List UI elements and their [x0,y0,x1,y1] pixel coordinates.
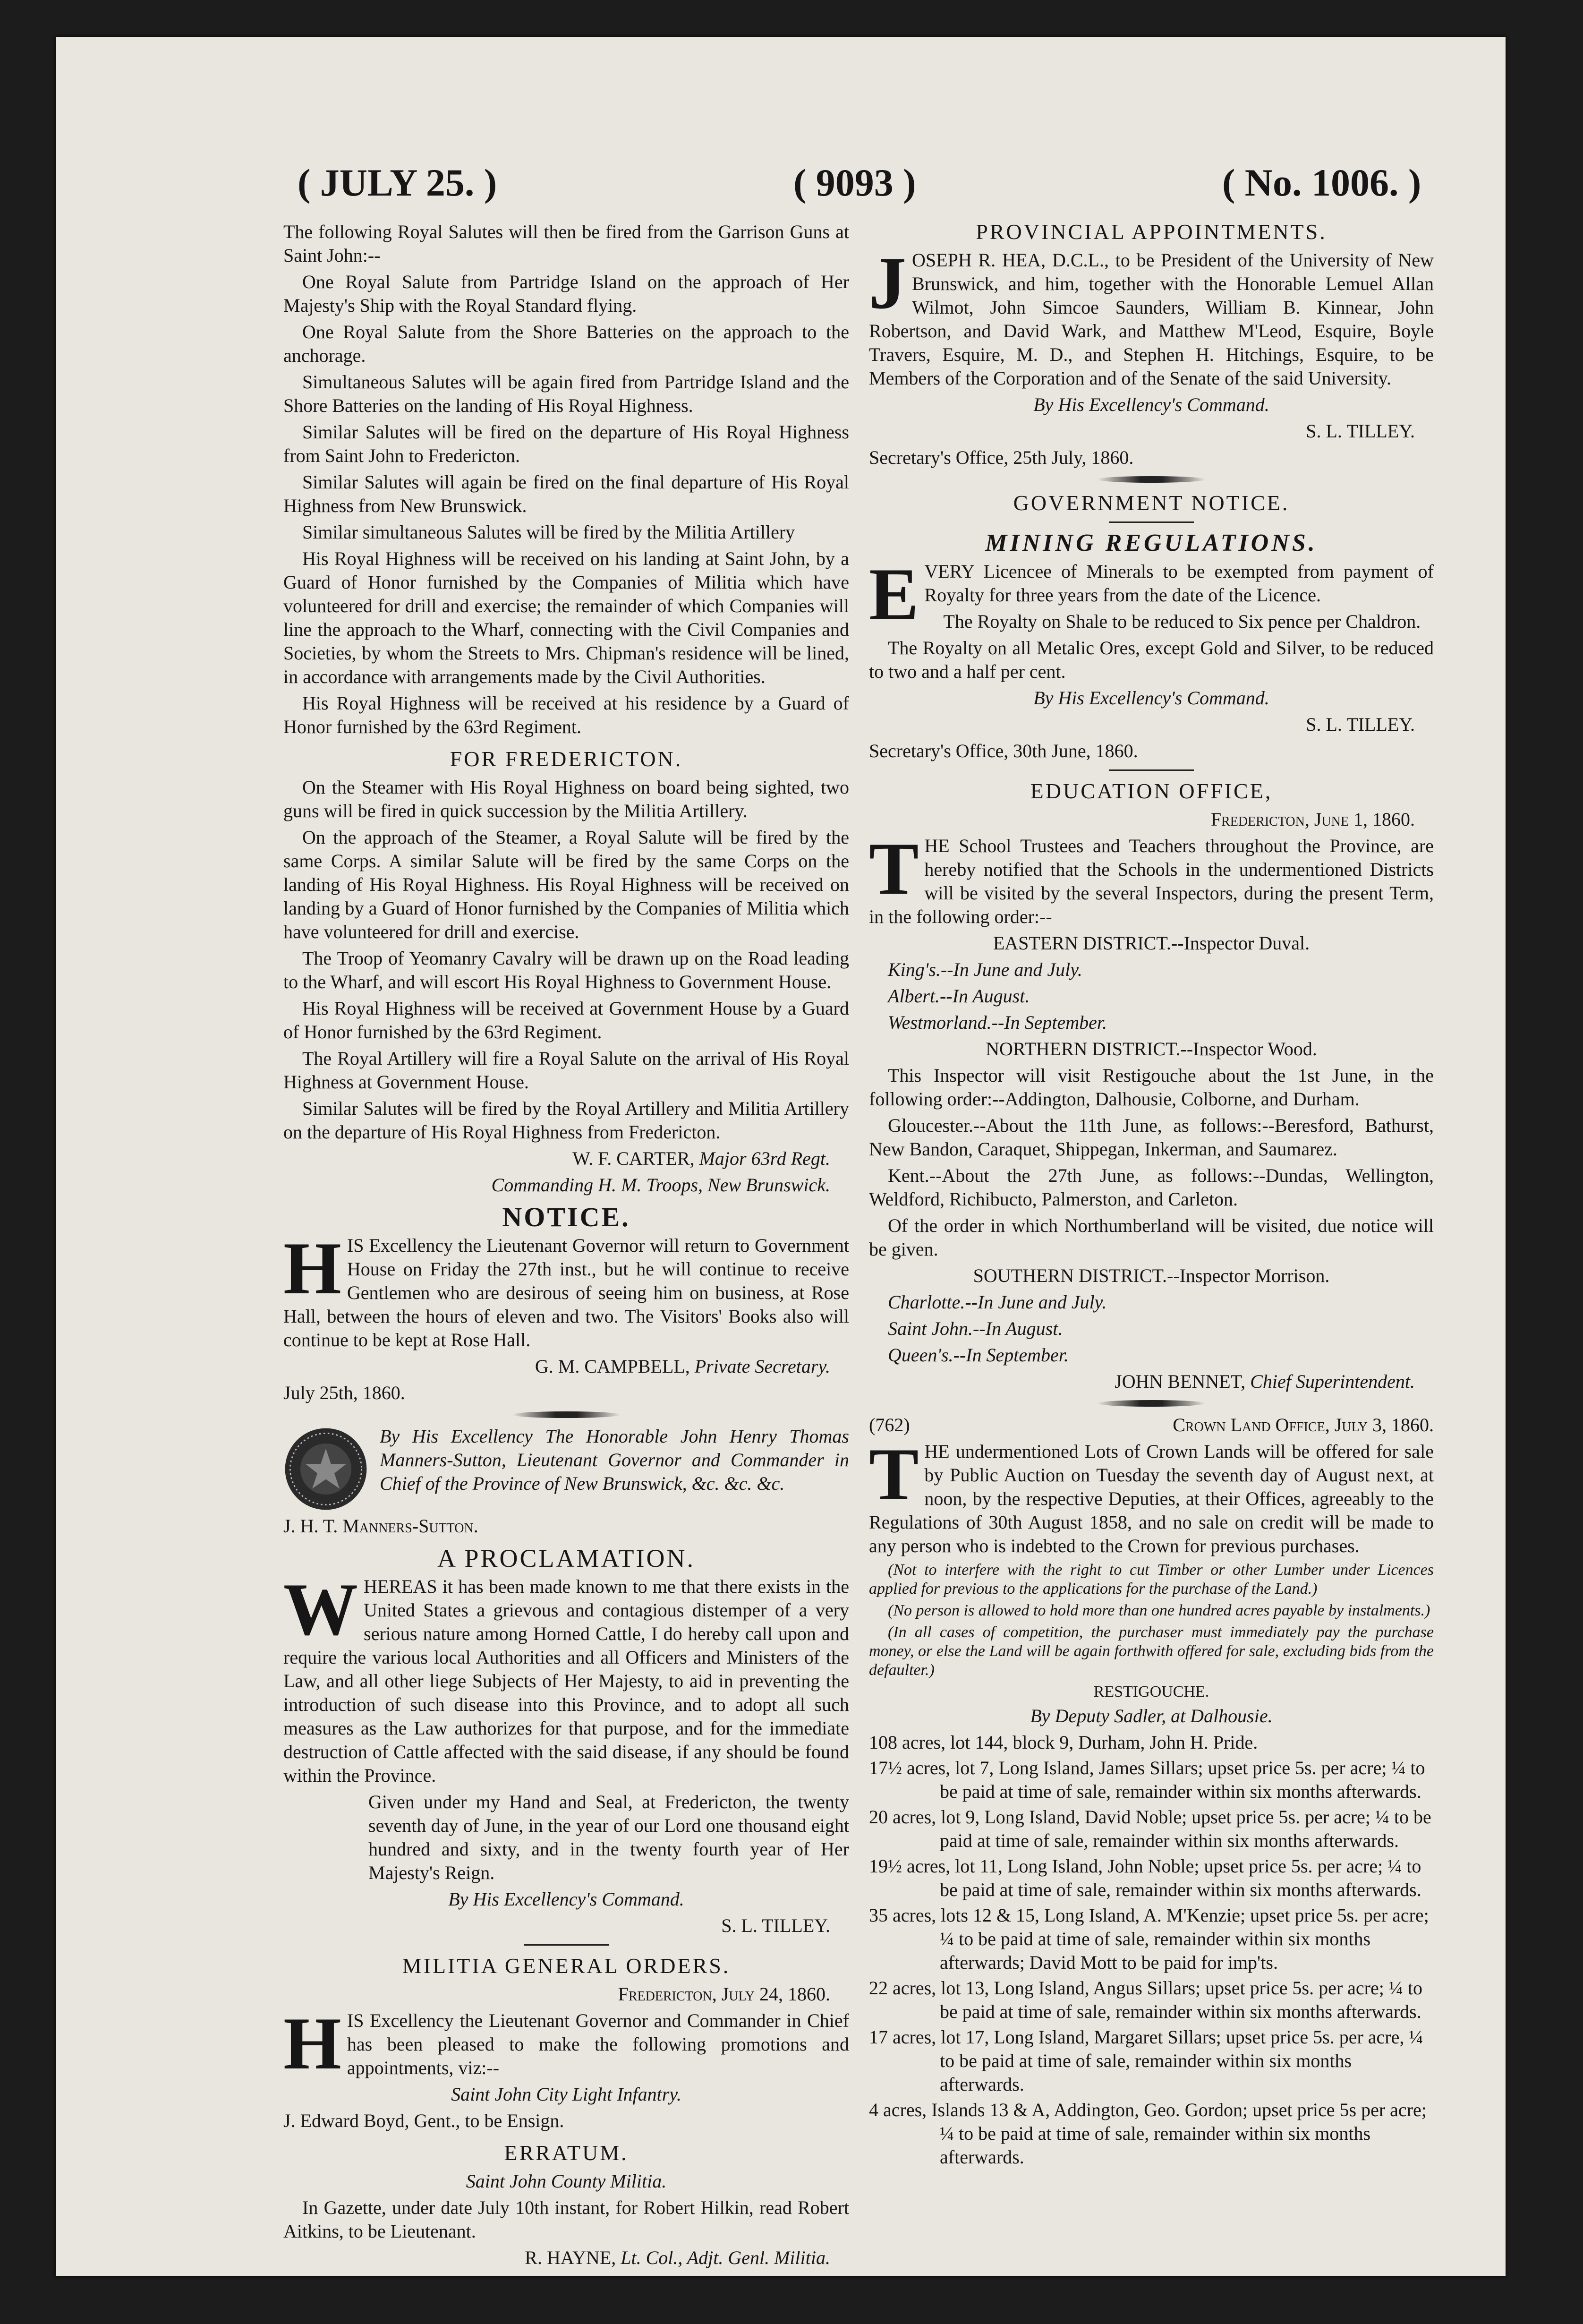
land-lot: 4 acres, Islands 13 & A, Addington, Geo. Gordon; upset price 5s per acre; ¼ to be paid at time of sale, remainder within six months afterwards. [869,2099,1427,2168]
right-column [869,220,1434,2171]
eastern-item: Westmorland.--In September. [888,1012,1107,1033]
hayne-title: Lt. Col., Adjt. Genl. Militia. [621,2247,830,2268]
eastern-district-heading: EASTERN DISTRICT.--Inspector Duval. [993,932,1310,954]
fredericton-paragraph: On the approach of the Steamer, a Royal Salute will be fired by the same Corps. A similar Salute will be fired by the same Corps on the landing of His Royal Highness. His Royal Highness will be received on landing by a Guard of Honor furnished by the Companies of Militia which have volunteered for drill and exercise. [283,827,849,942]
notice-text: IS Excellency the Lieutenant Governor will return to Government House on Friday the 27th inst., but he will continue to receive Gentlemen who are desirous of seeing him on business, at Rose Hall, between the hours of eleven and two. The Visitors' Books also will continue to be kept at Rose Hall. [283,1235,849,1350]
eastern-item: King's.--In June and July. [888,959,1082,980]
bennet-title: Chief Superintendent. [1250,1371,1415,1392]
fredericton-paragraph: Similar Salutes will be fired by the Royal Artillery and Militia Artillery on the departure of His Royal Highness from Fredericton. [283,1098,849,1143]
northern-note: Of the order in which Northumberland will be visited, due notice will be given. [869,1215,1434,1260]
northern-intro: This Inspector will visit Restigouche about the 1st June, in the following order:--Addington, Dalhousie, Colborne, and Durham. [869,1065,1434,1110]
drop-cap-h: H [283,2002,341,2085]
campbell-name: G. M. CAMPBELL, [535,1356,690,1377]
carter-rank: Major 63rd Regt. [699,1148,830,1169]
education-text: HE School Trustees and Teachers throughout the Province, are hereby notified that the Schools in the undermentioned Districts will be visited by the several Inspectors, during the present Term, in the following order:-- [869,835,1434,927]
erratum-heading: ERRATUM. [504,2141,629,2165]
education-dateline: Fredericton, June 1, 1860. [1210,809,1415,830]
header-issue-number: ( No. 1006. ) [1222,161,1421,204]
proclamation-signer: J. H. T. Manners-Sutton. [283,1515,478,1537]
crown-land-dateline [869,1413,1434,1437]
carter-command: Commanding H. M. Troops, New Brunswick. [491,1174,830,1196]
crown-land-text: HE undermentioned Lots of Crown Lands will be offered for sale by Public Auction on Tuesday the seventh day of August next, at noon, by the respective Deputies, at their Offices, agreeably to the Regulations of 30th August 1858, and no sale on credit will be made to any person who is indebted to the Crown for previous purchases. [869,1441,1434,1556]
mining-text: VERY Licencee of Minerals to be exempted from payment of Royalty for three years from the date of the Licence. [924,561,1434,606]
drop-cap-w: W [283,1568,358,1651]
notice-signature [283,1355,830,1378]
militia-dateline: Fredericton, July 24, 1860. [618,1983,830,2005]
southern-district-heading: SOUTHERN DISTRICT.--Inspector Morrison. [973,1265,1330,1286]
proclamation-signature: S. L. TILLEY. [721,1915,830,1936]
northern-district-heading: NORTHERN DISTRICT.--Inspector Wood. [986,1038,1317,1059]
salute-paragraph: Similar simultaneous Salutes will be fired by the Militia Artillery [302,521,795,543]
crown-land-note: (In all cases of competition, the purchaser must immediately pay the purchase money, or else the Land will be again forthwith offered for sale, excluding bids from the defaulter.) [869,1623,1434,1679]
provincial-signature: S. L. TILLEY. [1306,420,1415,442]
northern-kent: Kent.--About the 27th June, as follows:--Dundas, Wellington, Weldford, Richibucto, Palmerston, and Carleton. [869,1165,1434,1210]
fredericton-paragraph: The Royal Artillery will fire a Royal Salute on the arrival of His Royal Highness at Government House. [283,1048,849,1093]
section-rule [524,1944,609,1946]
hayne-name: R. HAYNE, [525,2247,616,2268]
notice-heading: NOTICE. [502,1202,630,1232]
salute-paragraph: Simultaneous Salutes will be again fired from Partridge Island and the Shore Batteries on the landing of His Royal Highness. [283,371,849,416]
hayne-signature [283,2246,830,2270]
ornamental-rule [1097,476,1206,483]
fredericton-heading: FOR FREDERICTON. [450,747,683,771]
fredericton-paragraph: On the Steamer with His Royal Highness on board being sighted, two guns will be fired in quick succession by the Militia Artillery. [283,777,849,821]
mining-regulations-heading: MINING REGULATIONS. [985,530,1318,556]
land-lot: 22 acres, lot 13, Long Island, Angus Sillars; upset price 5s. per acre; ¼ to be paid at time of sale, remainder within six months afterwards. [869,1977,1422,2022]
provincial-command: By His Excellency's Command. [1033,394,1269,415]
proclamation-text: HEREAS it has been made known to me that there exists in the United States a grievous and contagious distemper of a very serious nature among Horned Cattle, I do hereby call upon and require the various local Authorities and all Officers and Ministers of the Law, and all other liege Subjects of Her Majesty, to aid in preventing the introduction of such disease into this Province, and to adopt all such measures as the Law authorizes for that purpose, and for the immediate destruction of Cattle affected with the said disease, if any should be found within the Province. [283,1576,849,1786]
crown-land-note: (No person is allowed to hold more than one hundred acres payable by instalments.) [888,1602,1430,1619]
land-lot: 17½ acres, lot 7, Long Island, James Sillars; upset price 5s. per acre; ¼ to be paid at time of sale, remainder within six months afterwards. [869,1757,1425,1802]
salute-paragraph: One Royal Salute from the Shore Batteries on the approach to the anchorage. [283,321,849,366]
campbell-title: Private Secretary. [694,1356,830,1377]
proclamation-command: By His Excellency's Command. [448,1888,684,1910]
proclamation-by-line: By His Excellency The Honorable John Henry Thomas Manners-Sutton, Lieutenant Governor and Commander in Chief of the Province of New Brunswick, &c. &c. &c. [380,1426,849,1494]
education-signature [869,1370,1415,1393]
mining-shale: The Royalty on Shale to be reduced to Six pence per Chaldron. [943,611,1421,632]
restigouche-heading: RESTIGOUCHE. [1093,1683,1209,1700]
salutes-intro: The following Royal Salutes will then be fired from the Garrison Guns at Saint John:-- [283,221,849,266]
government-notice-heading: GOVERNMENT NOTICE. [1013,491,1290,515]
land-lot: 35 acres, lots 12 & 15, Long Island, A. M'Kenzie; upset price 5s. per acre; ¼ to be paid at time of sale, remainder within six months afterwards; David Mott to be paid for imp'ts. [869,1905,1429,1973]
mining-signature: S. L. TILLEY. [1306,714,1415,735]
provincial-seal-icon [283,1427,368,1512]
fredericton-paragraph: His Royal Highness will be received at Government House by a Guard of Honor furnished by the 63rd Regiment. [283,998,849,1042]
southern-item: Queen's.--In September. [888,1344,1069,1366]
drop-cap-h: H [283,1227,341,1310]
provincial-appointments-heading: PROVINCIAL APPOINTMENTS. [976,220,1327,244]
advert-number: (762) [869,1414,910,1435]
proclamation-heading: A PROCLAMATION. [437,1544,696,1572]
restigouche-deputy: By Deputy Sadler, at Dalhousie. [1030,1705,1273,1726]
salute-paragraph: His Royal Highness will be received on his landing at Saint John, by a Guard of Honor furnished by the Companies of Militia which have volunteered for drill and exercise; the remainder of which Companies will line the approach to the Wharf, connecting with the Civil Companies and Societies, by whom the Streets to Mrs. Chipman's residence will be lined, in accordance with arrangements made by the Civil Authorities. [283,548,849,687]
land-lot: 17 acres, lot 17, Long Island, Margaret Sillars; upset price 5s. per acre, ¼ to be paid at time of sale, remainder within six months afterwards. [869,2026,1423,2095]
left-column [283,220,849,2273]
bennet-name: JOHN BENNET, [1115,1371,1246,1392]
salute-paragraph: One Royal Salute from Partridge Island on the approach of Her Majesty's Ship with the Royal Standard flying. [283,271,849,316]
eastern-item: Albert.--In August. [888,985,1030,1007]
section-rule [1109,769,1194,771]
militia-unit: Saint John City Light Infantry. [451,2084,681,2105]
drop-cap-j: J [869,242,906,325]
salute-paragraph: Similar Salutes will be fired on the departure of His Royal Highness from Saint John to Fredericton. [283,421,849,466]
land-lot: 20 acres, lot 9, Long Island, David Noble; upset price 5s. per acre; ¼ to be paid at time of sale, remainder within six months afterwards. [869,1806,1431,1851]
ornamental-rule [1097,1400,1206,1407]
crown-land-office-date: Crown Land Office, July 3, 1860. [1173,1414,1434,1435]
militia-heading: MILITIA GENERAL ORDERS. [402,1954,731,1978]
erratum-text: In Gazette, under date July 10th instant, for Robert Hilkin, read Robert Aitkins, to be Lieutenant. [283,2197,849,2242]
header-date: ( JULY 25. ) [298,161,497,204]
militia-text: IS Excellency the Lieutenant Governor and Commander in Chief has been pleased to make the following promotions and appointments, viz:-- [347,2010,849,2078]
provincial-date: Secretary's Office, 25th July, 1860. [869,447,1134,468]
section-rule [1109,521,1194,523]
mining-command: By His Excellency's Command. [1033,687,1269,709]
proclamation-preamble [283,1425,849,1514]
northern-gloucester: Gloucester.--About the 11th June, as follows:--Beresford, Bathurst, New Bandon, Caraquet, Shippegan, Inkerman, and Saumarez. [869,1115,1434,1160]
fredericton-paragraph: The Troop of Yeomanry Cavalry will be drawn up on the Road leading to the Wharf, and will escort His Royal Highness to Government House. [283,948,849,992]
salute-paragraph: Similar Salutes will again be fired on the final departure of His Royal Highness from New Brunswick. [283,471,849,516]
carter-name: W. F. CARTER, [572,1148,695,1169]
mining-date: Secretary's Office, 30th June, 1860. [869,740,1138,761]
drop-cap-e: E [869,553,919,636]
land-lot: 108 acres, lot 144, block 9, Durham, John H. Pride. [869,1732,1258,1753]
provincial-appointments-text: OSEPH R. HEA, D.C.L., to be President of the University of New Brunswick, and him, together with the Honorable Lemuel Allan Wilmot, John Simcoe Saunders, William B. Kinnear, John Robertson, and David Wark, and Matthew M'Leod, Esquire, Boyle Travers, Esquire, M. D., and Stephen H. Hitchings, Esquire, to be Members of the Corporation and of the Senate of the said University. [869,249,1434,389]
erratum-unit: Saint John County Militia. [466,2170,667,2192]
drop-cap-t: T [869,828,919,910]
proclamation-given: Given under my Hand and Seal, at Fredericton, the twenty seventh day of June, in the year of our Lord one thousand eight hundred and sixty, and in the twenty fourth year of Her Majesty's Reign. [368,1791,849,1883]
mining-ores: The Royalty on all Metalic Ores, except Gold and Silver, to be reduced to two and a half per cent. [869,637,1434,682]
southern-item: Charlotte.--In June and July. [888,1291,1107,1313]
southern-item: Saint John.--In August. [888,1318,1063,1339]
militia-appointment: J. Edward Boyd, Gent., to be Ensign. [283,2110,564,2131]
crown-land-note: (Not to interfere with the right to cut Timber or other Lumber under Licences applied for previous to the applications for the purchase of the Land.) [869,1561,1434,1598]
drop-cap-t: T [869,1433,919,1516]
carter-signature [283,1147,830,1171]
education-office-heading: EDUCATION OFFICE, [1030,779,1273,803]
salute-paragraph: His Royal Highness will be received at his residence by a Guard of Honor furnished by the 63rd Regiment. [283,692,849,737]
land-lot: 19½ acres, lot 11, Long Island, John Noble; upset price 5s. per acre; ¼ to be paid at time of sale, remainder within six months afterwards. [869,1855,1421,1900]
header-page-number: ( 9093 ) [793,161,916,204]
ornamental-rule [512,1411,621,1418]
notice-date: July 25th, 1860. [283,1382,405,1403]
